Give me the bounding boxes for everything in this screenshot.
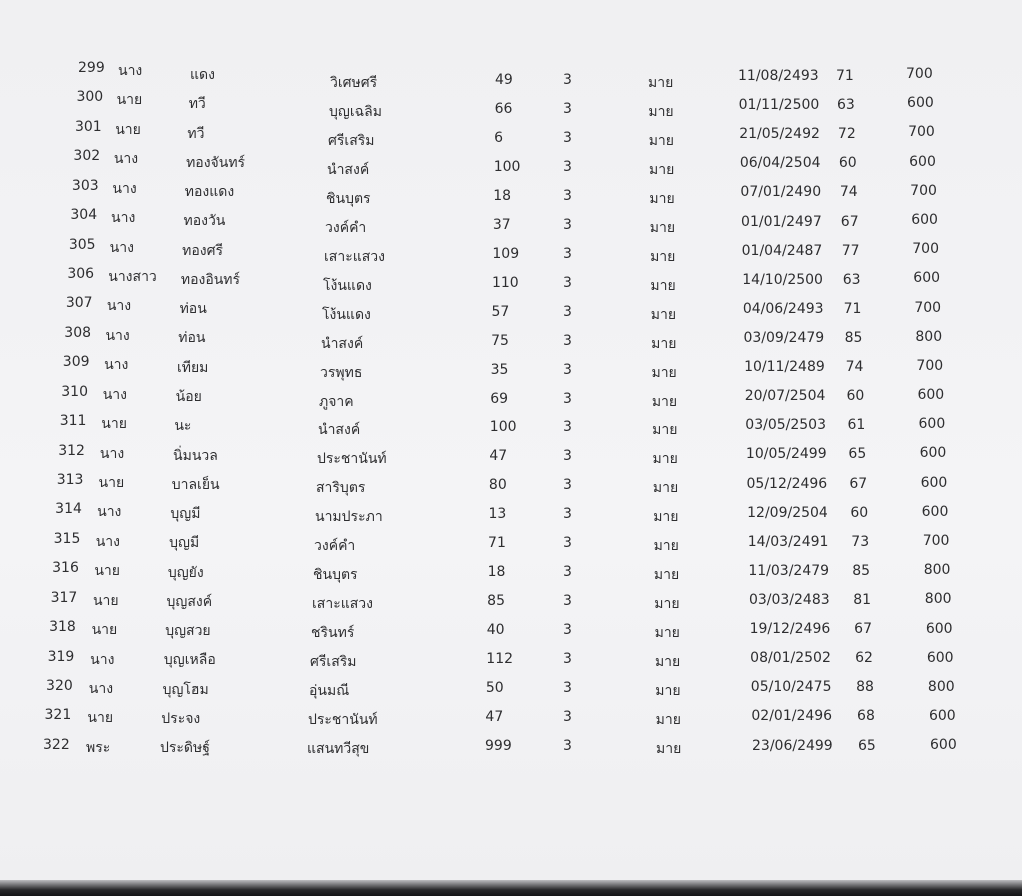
cell-birth-date: 03/09/2479 <box>743 330 825 347</box>
cell-first-name: บุญยัง <box>167 564 204 581</box>
cell-birth-date: 21/05/2492 <box>739 126 820 143</box>
cell-moo: 3 <box>563 274 572 291</box>
cell-status: มาย <box>655 712 681 729</box>
cell-birth-date: 05/10/2475 <box>750 679 832 696</box>
cell-age: 63 <box>842 271 861 288</box>
cell-first-name: แดง <box>190 67 215 83</box>
cell-title: นาง <box>106 298 132 315</box>
cell-age: 63 <box>836 97 855 114</box>
cell-birth-date: 08/01/2502 <box>750 650 831 667</box>
table-row <box>0 148 1022 181</box>
cell-title: นาย <box>92 592 119 609</box>
cell-house-number: 18 <box>487 564 506 581</box>
cell-birth-date: 03/05/2503 <box>745 417 826 434</box>
cell-title: นาง <box>99 445 125 462</box>
cell-amount: 600 <box>925 620 953 637</box>
table-row <box>0 324 1022 355</box>
table-row <box>0 118 1022 152</box>
cell-house-number: 49 <box>495 72 513 88</box>
cell-age: 88 <box>856 679 874 696</box>
table-row <box>0 589 1022 615</box>
cell-status: มาย <box>648 103 674 120</box>
cell-amount: 700 <box>910 182 937 199</box>
cell-moo: 3 <box>563 72 572 88</box>
cell-birth-date: 01/01/2497 <box>741 213 822 230</box>
cell-amount: 600 <box>919 445 947 462</box>
cell-house-number: 37 <box>492 216 511 233</box>
cell-birth-date: 20/07/2504 <box>744 388 826 405</box>
cell-last-name: เสาะแสวง <box>312 596 373 613</box>
cell-title: นาง <box>105 327 130 344</box>
cell-last-name: ศรีเสริม <box>310 654 357 671</box>
cell-last-name: ศรีเสริม <box>328 132 375 149</box>
cell-age: 73 <box>851 533 870 550</box>
cell-moo: 3 <box>563 622 572 639</box>
cell-first-name: ทองแดง <box>184 184 235 201</box>
table-row <box>0 207 1022 239</box>
cell-house-number: 71 <box>488 535 506 552</box>
cell-moo: 3 <box>563 332 572 349</box>
cell-age: 85 <box>852 562 871 579</box>
cell-last-name: นามประภา <box>315 509 383 526</box>
table-row <box>0 619 1022 644</box>
cell-house-number: 69 <box>490 390 509 407</box>
cell-first-name: ประดิษฐ์ <box>160 740 210 757</box>
cell-birth-date: 10/05/2499 <box>745 446 827 463</box>
cell-age: 60 <box>850 504 869 521</box>
cell-title: นาง <box>112 180 137 197</box>
table-row <box>0 354 1022 384</box>
cell-number: 317 <box>50 589 78 606</box>
cell-first-name: ทวี <box>187 125 205 142</box>
table-row <box>0 560 1022 586</box>
cell-title: นาย <box>115 121 141 138</box>
cell-title: พระ <box>86 739 111 756</box>
cell-title: นาง <box>95 533 121 550</box>
cell-age: 72 <box>837 126 856 143</box>
cell-last-name: โง้นแดง <box>322 306 371 323</box>
cell-amount: 700 <box>914 299 942 316</box>
cell-amount: 700 <box>922 533 950 550</box>
cell-first-name: บาลเย็น <box>171 476 220 493</box>
cell-status: มาย <box>651 364 677 381</box>
cell-last-name: เสาะแสวง <box>324 248 385 265</box>
cell-first-name: ท่อน <box>179 301 207 318</box>
cell-birth-date: 23/06/2499 <box>752 737 833 754</box>
cell-moo: 3 <box>563 187 572 204</box>
cell-house-number: 75 <box>491 332 509 349</box>
page-bottom-edge <box>0 880 1022 896</box>
cell-amount: 600 <box>926 649 954 666</box>
cell-house-number: 110 <box>491 274 519 291</box>
cell-last-name: บุญเฉลิม <box>329 103 382 120</box>
cell-status: มาย <box>656 741 682 757</box>
cell-first-name: น้อย <box>175 388 202 405</box>
cell-first-name: นิ่มนวล <box>173 447 218 464</box>
cell-amount: 800 <box>924 591 952 608</box>
cell-amount: 600 <box>918 416 946 433</box>
cell-birth-date: 19/12/2496 <box>749 621 831 638</box>
cell-number: 299 <box>78 60 105 76</box>
cell-title: นาง <box>102 386 127 403</box>
cell-number: 315 <box>53 530 81 547</box>
cell-title: นาง <box>113 151 139 168</box>
cell-title: นาย <box>91 622 118 639</box>
cell-amount: 700 <box>908 124 935 141</box>
cell-birth-date: 01/04/2487 <box>741 242 823 259</box>
cell-last-name: ชินบุตร <box>326 190 371 207</box>
cell-status: มาย <box>654 596 680 613</box>
table-row <box>0 648 1022 673</box>
cell-age: 74 <box>839 184 858 201</box>
cell-title: นาย <box>116 92 143 109</box>
cell-birth-date: 01/11/2500 <box>738 97 820 114</box>
cell-last-name: ชรินทร์ <box>311 625 355 642</box>
cell-first-name: บุญโฮม <box>162 681 209 698</box>
cell-status: มาย <box>652 422 678 439</box>
cell-first-name: ทวี <box>188 96 206 113</box>
cell-house-number: 999 <box>485 738 512 754</box>
cell-moo: 3 <box>563 216 572 233</box>
cell-moo: 3 <box>563 390 572 407</box>
cell-age: 85 <box>844 330 863 347</box>
table-row <box>0 413 1022 441</box>
cell-birth-date: 11/08/2493 <box>738 68 819 84</box>
cell-first-name: นะ <box>174 418 192 435</box>
cell-first-name: ทองอินทร์ <box>180 271 241 288</box>
cell-last-name: ชินบุตร <box>313 567 358 584</box>
cell-age: 65 <box>858 737 876 754</box>
cell-moo: 3 <box>563 158 572 175</box>
cell-status: มาย <box>648 75 674 91</box>
cell-amount: 600 <box>913 270 941 287</box>
cell-title: นาย <box>101 416 127 433</box>
cell-last-name: นำสงค์ <box>321 335 364 352</box>
cell-title: นาย <box>94 563 120 580</box>
cell-moo: 3 <box>563 709 572 726</box>
table-row <box>0 89 1022 123</box>
cell-first-name: ประจง <box>161 710 201 727</box>
cell-birth-date: 07/01/2490 <box>740 184 822 201</box>
cell-birth-date: 12/09/2504 <box>747 504 828 521</box>
cell-age: 81 <box>853 592 872 609</box>
cell-moo: 3 <box>563 738 572 754</box>
cell-age: 60 <box>846 388 865 405</box>
cell-last-name: นำสงค์ <box>327 161 370 178</box>
cell-title: นาง <box>90 651 115 668</box>
cell-house-number: 18 <box>493 187 512 204</box>
table-row <box>0 236 1022 268</box>
table-row <box>0 295 1022 326</box>
cell-status: มาย <box>651 335 677 352</box>
cell-birth-date: 02/01/2496 <box>751 708 833 725</box>
cell-first-name: บุญมี <box>169 535 200 552</box>
cell-birth-date: 05/12/2496 <box>746 475 828 492</box>
cell-status: มาย <box>651 393 678 410</box>
cell-moo: 3 <box>563 448 572 465</box>
cell-status: มาย <box>650 277 676 294</box>
cell-amount: 600 <box>928 708 956 725</box>
cell-moo: 3 <box>563 535 572 552</box>
cell-amount: 600 <box>930 737 957 754</box>
cell-amount: 700 <box>906 66 933 82</box>
table-row <box>0 265 1022 297</box>
cell-house-number: 100 <box>489 419 517 436</box>
cell-house-number: 109 <box>492 245 520 262</box>
cell-house-number: 50 <box>485 680 504 697</box>
cell-birth-date: 06/04/2504 <box>739 155 821 172</box>
cell-title: นาง <box>111 210 136 227</box>
cell-number: 301 <box>74 118 102 135</box>
cell-first-name: ท่อน <box>178 330 206 347</box>
cell-status: มาย <box>649 190 675 207</box>
cell-status: มาย <box>654 625 680 642</box>
cell-first-name: บุญสวย <box>165 623 211 640</box>
cell-age: 67 <box>849 475 868 492</box>
cell-first-name: บุญสงค์ <box>166 593 213 610</box>
cell-first-name: ทองศรี <box>182 242 224 259</box>
cell-status: มาย <box>652 451 678 468</box>
cell-amount: 700 <box>912 241 939 258</box>
cell-title: นาง <box>97 504 122 521</box>
cell-number: 300 <box>76 89 104 106</box>
cell-last-name: โง้นแดง <box>323 277 372 294</box>
cell-number: 312 <box>58 442 85 459</box>
cell-status: มาย <box>653 538 679 555</box>
cell-birth-date: 04/06/2493 <box>742 300 824 317</box>
cell-number: 305 <box>68 236 96 253</box>
cell-age: 60 <box>838 155 857 172</box>
cell-moo: 3 <box>563 477 572 494</box>
cell-house-number: 47 <box>485 709 504 726</box>
cell-moo: 3 <box>563 361 572 378</box>
cell-last-name: วิเศษศรี <box>330 75 378 91</box>
cell-age: 71 <box>836 68 854 84</box>
cell-number: 322 <box>43 736 70 753</box>
cell-last-name: แสนทวีสุข <box>307 741 370 757</box>
cell-last-name: ประชานันท์ <box>308 712 378 729</box>
cell-status: มาย <box>652 480 679 497</box>
cell-birth-date: 14/10/2500 <box>742 271 823 288</box>
cell-title: นาง <box>118 63 143 79</box>
cell-age: 65 <box>848 446 867 463</box>
cell-last-name: ภูจาค <box>319 393 354 410</box>
cell-house-number: 100 <box>493 158 521 175</box>
cell-amount: 600 <box>920 474 948 491</box>
cell-first-name: บุญมี <box>170 506 201 523</box>
cell-house-number: 66 <box>494 100 513 117</box>
cell-status: มาย <box>653 567 680 584</box>
cell-last-name: วงค์คำ <box>314 538 356 555</box>
table-row <box>0 442 1022 470</box>
cell-number: 318 <box>49 619 76 636</box>
cell-number: 303 <box>71 177 99 194</box>
cell-last-name: วรพุทธ <box>320 364 363 381</box>
table-row <box>0 471 1022 499</box>
cell-birth-date: 03/03/2483 <box>748 592 830 609</box>
cell-amount: 600 <box>917 387 945 404</box>
cell-first-name: บุญเหลือ <box>163 652 216 669</box>
cell-status: มาย <box>649 161 675 178</box>
cell-birth-date: 11/03/2479 <box>748 562 830 579</box>
cell-first-name: เทียม <box>176 359 209 376</box>
cell-moo: 3 <box>563 680 572 697</box>
cell-last-name: นำสงค์ <box>318 422 361 439</box>
cell-status: มาย <box>653 509 679 526</box>
cell-status: มาย <box>649 219 676 236</box>
cell-age: 62 <box>855 650 873 667</box>
cell-number: 310 <box>61 383 88 400</box>
cell-first-name: ทองจันทร์ <box>186 154 246 171</box>
cell-last-name: สาริบุตร <box>316 480 366 497</box>
cell-amount: 600 <box>909 153 936 170</box>
table-row <box>0 738 1022 760</box>
cell-first-name: ทองวัน <box>183 213 226 230</box>
table-row <box>0 501 1022 528</box>
cell-amount: 800 <box>915 328 943 345</box>
cell-house-number: 85 <box>487 593 505 610</box>
cell-title: นาย <box>98 474 125 491</box>
table-row <box>0 709 1022 731</box>
table-row <box>0 177 1022 210</box>
cell-title: นาง <box>88 680 114 697</box>
cell-house-number: 47 <box>489 448 508 465</box>
cell-amount: 800 <box>927 679 955 696</box>
cell-number: 311 <box>59 413 87 430</box>
cell-moo: 3 <box>563 129 572 146</box>
cell-number: 320 <box>46 677 73 694</box>
cell-age: 74 <box>845 359 864 376</box>
cell-number: 304 <box>70 207 98 224</box>
cell-age: 67 <box>854 621 872 638</box>
cell-number: 302 <box>73 148 101 165</box>
cell-age: 71 <box>843 300 862 317</box>
cell-title: นาง <box>109 239 134 256</box>
cell-age: 61 <box>847 417 866 434</box>
table-row <box>0 677 1022 702</box>
cell-amount: 600 <box>907 95 934 112</box>
cell-status: มาย <box>648 132 674 149</box>
cell-moo: 3 <box>563 651 572 668</box>
cell-title: นางสาว <box>108 268 157 285</box>
cell-amount: 600 <box>911 211 938 228</box>
cell-number: 306 <box>67 265 95 282</box>
cell-house-number: 35 <box>490 361 509 378</box>
table-row <box>0 530 1022 557</box>
cell-birth-date: 14/03/2491 <box>747 533 829 550</box>
cell-birth-date: 10/11/2489 <box>744 359 825 376</box>
cell-house-number: 57 <box>491 303 510 320</box>
cell-number: 319 <box>47 648 75 665</box>
cell-moo: 3 <box>563 245 572 262</box>
cell-status: มาย <box>654 654 681 671</box>
cell-title: นาง <box>104 357 129 374</box>
cell-last-name: อุ่นมณี <box>309 683 350 700</box>
cell-moo: 3 <box>563 564 572 581</box>
cell-amount: 600 <box>921 503 949 520</box>
cell-moo: 3 <box>563 303 572 320</box>
cell-house-number: 80 <box>488 477 507 494</box>
cell-age: 68 <box>857 708 875 725</box>
table-row <box>0 383 1022 413</box>
cell-house-number: 6 <box>494 129 504 146</box>
cell-house-number: 13 <box>488 506 507 523</box>
cell-moo: 3 <box>563 506 572 523</box>
cell-moo: 3 <box>563 100 572 117</box>
cell-title: นาย <box>87 710 114 727</box>
cell-last-name: ประชานันท์ <box>317 451 387 468</box>
cell-number: 316 <box>52 560 79 577</box>
cell-age: 67 <box>840 213 859 230</box>
table-row <box>0 60 1022 94</box>
cell-number: 309 <box>62 354 90 371</box>
cell-amount: 800 <box>923 562 951 579</box>
cell-number: 308 <box>64 324 92 341</box>
cell-number: 314 <box>55 501 82 518</box>
cell-number: 321 <box>44 707 72 724</box>
cell-status: มาย <box>650 248 676 265</box>
cell-house-number: 40 <box>486 622 505 639</box>
cell-age: 77 <box>841 242 860 259</box>
cell-status: มาย <box>650 306 677 323</box>
cell-last-name: วงค์คำ <box>325 219 367 236</box>
cell-number: 313 <box>56 471 84 488</box>
cell-amount: 700 <box>916 357 944 374</box>
cell-house-number: 112 <box>486 651 514 668</box>
cell-moo: 3 <box>563 419 572 436</box>
cell-moo: 3 <box>563 593 572 610</box>
cell-number: 307 <box>65 295 93 312</box>
cell-status: มาย <box>655 683 681 700</box>
